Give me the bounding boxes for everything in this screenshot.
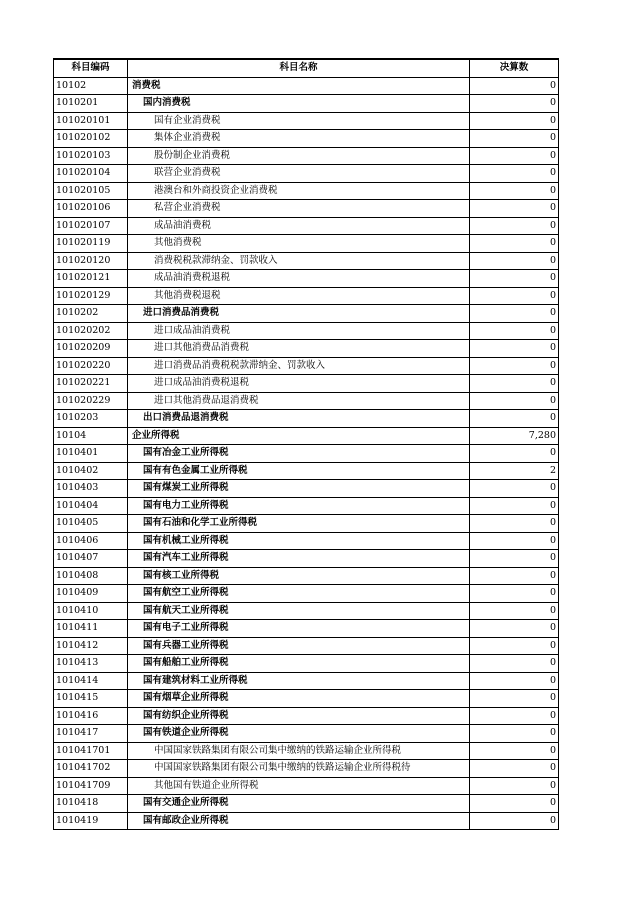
- cell-name: 进口其他消费品退消费税: [128, 392, 470, 410]
- cell-amount: 0: [470, 392, 559, 410]
- cell-code: 1010413: [54, 655, 128, 673]
- table-row: [54, 340, 559, 358]
- cell-amount: 7,280: [470, 427, 559, 445]
- budget-table: [53, 58, 559, 830]
- cell-amount: 0: [470, 130, 559, 148]
- cell-name: 中国国家铁路集团有限公司集中缴纳的铁路运输企业所得税待: [128, 760, 470, 778]
- table-row: [54, 462, 559, 480]
- cell-amount: 0: [470, 445, 559, 463]
- table-row: [54, 707, 559, 725]
- cell-name: 进口成品油消费税退税: [128, 375, 470, 393]
- cell-name: 集体企业消费税: [128, 130, 470, 148]
- cell-amount: 0: [470, 252, 559, 270]
- table-header: [54, 59, 559, 77]
- table-row: [54, 497, 559, 515]
- cell-code: 1010402: [54, 462, 128, 480]
- cell-name: 国有建筑材料工业所得税: [128, 672, 470, 690]
- table-row: [54, 130, 559, 148]
- table-row: [54, 200, 559, 218]
- table-row: [54, 760, 559, 778]
- cell-code: 1010202: [54, 305, 128, 323]
- cell-amount: 0: [470, 77, 559, 95]
- cell-amount: 0: [470, 532, 559, 550]
- cell-amount: 0: [470, 112, 559, 130]
- table-row: [54, 637, 559, 655]
- cell-name: 国有冶金工业所得税: [128, 445, 470, 463]
- cell-name: 出口消费品退消费税: [128, 410, 470, 428]
- cell-code: 101020103: [54, 147, 128, 165]
- cell-name: 国内消费税: [128, 95, 470, 113]
- cell-code: 101020220: [54, 357, 128, 375]
- table-row: [54, 620, 559, 638]
- cell-name: 其他国有铁道企业所得税: [128, 777, 470, 795]
- cell-code: 101020101: [54, 112, 128, 130]
- cell-code: 101041709: [54, 777, 128, 795]
- table-row: [54, 655, 559, 673]
- cell-name: 国有电子工业所得税: [128, 620, 470, 638]
- cell-amount: 0: [470, 480, 559, 498]
- cell-name: 中国国家铁路集团有限公司集中缴纳的铁路运输企业所得税: [128, 742, 470, 760]
- cell-name: 进口消费品消费税税款滞纳金、罚款收入: [128, 357, 470, 375]
- cell-name: 国有邮政企业所得税: [128, 812, 470, 830]
- cell-amount: 0: [470, 322, 559, 340]
- cell-name: 其他消费税退税: [128, 287, 470, 305]
- cell-code: 1010201: [54, 95, 128, 113]
- cell-code: 101041701: [54, 742, 128, 760]
- cell-amount: 0: [470, 760, 559, 778]
- cell-code: 1010411: [54, 620, 128, 638]
- cell-name: 进口其他消费品消费税: [128, 340, 470, 358]
- cell-code: 101020107: [54, 217, 128, 235]
- table-row: [54, 742, 559, 760]
- table-row: [54, 532, 559, 550]
- cell-code: 1010407: [54, 550, 128, 568]
- table-row: [54, 515, 559, 533]
- table-row: [54, 165, 559, 183]
- cell-code: 1010412: [54, 637, 128, 655]
- cell-amount: 0: [470, 287, 559, 305]
- budget-table-sheet: [53, 58, 558, 830]
- cell-name: 国有纺织企业所得税: [128, 707, 470, 725]
- table-row: [54, 77, 559, 95]
- cell-name: 其他消费税: [128, 235, 470, 253]
- cell-name: 国有铁道企业所得税: [128, 725, 470, 743]
- cell-amount: 0: [470, 235, 559, 253]
- cell-name: 国有有色金属工业所得税: [128, 462, 470, 480]
- cell-name: 国有煤炭工业所得税: [128, 480, 470, 498]
- cell-amount: 0: [470, 375, 559, 393]
- table-row: [54, 777, 559, 795]
- cell-amount: 0: [470, 795, 559, 813]
- cell-code: 101020221: [54, 375, 128, 393]
- table-row: [54, 410, 559, 428]
- cell-name: 国有兵器工业所得税: [128, 637, 470, 655]
- cell-name: 私营企业消费税: [128, 200, 470, 218]
- table-row: [54, 147, 559, 165]
- table-row: [54, 585, 559, 603]
- cell-code: 101041702: [54, 760, 128, 778]
- table-row: [54, 690, 559, 708]
- cell-amount: 0: [470, 777, 559, 795]
- table-row: [54, 550, 559, 568]
- cell-amount: 0: [470, 515, 559, 533]
- cell-amount: 0: [470, 725, 559, 743]
- cell-name: 进口消费品消费税: [128, 305, 470, 323]
- table-row: [54, 95, 559, 113]
- table-row: [54, 182, 559, 200]
- cell-name: 国有汽车工业所得税: [128, 550, 470, 568]
- cell-code: 1010416: [54, 707, 128, 725]
- table-row: [54, 795, 559, 813]
- table-row: [54, 112, 559, 130]
- table-row: [54, 602, 559, 620]
- cell-code: 1010418: [54, 795, 128, 813]
- cell-code: 1010415: [54, 690, 128, 708]
- table-row: [54, 392, 559, 410]
- cell-amount: 0: [470, 217, 559, 235]
- cell-code: 101020106: [54, 200, 128, 218]
- cell-code: 101020209: [54, 340, 128, 358]
- cell-code: 101020105: [54, 182, 128, 200]
- cell-code: 101020229: [54, 392, 128, 410]
- table-row: [54, 217, 559, 235]
- cell-code: 1010414: [54, 672, 128, 690]
- cell-name: 港澳台和外商投资企业消费税: [128, 182, 470, 200]
- table-row: [54, 567, 559, 585]
- cell-amount: 0: [470, 567, 559, 585]
- cell-name: 消费税税款滞纳金、罚款收入: [128, 252, 470, 270]
- cell-code: 1010419: [54, 812, 128, 830]
- cell-amount: 0: [470, 550, 559, 568]
- cell-name: 国有石油和化学工业所得税: [128, 515, 470, 533]
- cell-name: 消费税: [128, 77, 470, 95]
- cell-amount: 2: [470, 462, 559, 480]
- table-row: [54, 725, 559, 743]
- cell-name: 进口成品油消费税: [128, 322, 470, 340]
- cell-amount: 0: [470, 182, 559, 200]
- table-row: [54, 672, 559, 690]
- cell-amount: 0: [470, 200, 559, 218]
- cell-code: 1010404: [54, 497, 128, 515]
- cell-amount: 0: [470, 305, 559, 323]
- header-name: 科目名称: [128, 59, 470, 77]
- cell-name: 国有航空工业所得税: [128, 585, 470, 603]
- cell-name: 国有烟草企业所得税: [128, 690, 470, 708]
- cell-code: 101020121: [54, 270, 128, 288]
- header-amount: 决算数: [470, 59, 559, 77]
- cell-code: 1010405: [54, 515, 128, 533]
- cell-name: 国有机械工业所得税: [128, 532, 470, 550]
- cell-code: 101020102: [54, 130, 128, 148]
- cell-code: 1010203: [54, 410, 128, 428]
- table-row: [54, 252, 559, 270]
- cell-amount: 0: [470, 742, 559, 760]
- table-row: [54, 375, 559, 393]
- table-body: [54, 77, 559, 830]
- cell-name: 国有航天工业所得税: [128, 602, 470, 620]
- cell-code: 1010417: [54, 725, 128, 743]
- cell-name: 联营企业消费税: [128, 165, 470, 183]
- cell-amount: 0: [470, 340, 559, 358]
- cell-code: 1010406: [54, 532, 128, 550]
- cell-code: 101020120: [54, 252, 128, 270]
- cell-amount: 0: [470, 410, 559, 428]
- table-row: [54, 357, 559, 375]
- table-row: [54, 305, 559, 323]
- cell-code: 101020119: [54, 235, 128, 253]
- table-row: [54, 287, 559, 305]
- table-row: [54, 235, 559, 253]
- cell-amount: 0: [470, 672, 559, 690]
- table-row: [54, 812, 559, 830]
- cell-code: 1010409: [54, 585, 128, 603]
- cell-name: 企业所得税: [128, 427, 470, 445]
- cell-name: 国有交通企业所得税: [128, 795, 470, 813]
- cell-amount: 0: [470, 637, 559, 655]
- cell-amount: 0: [470, 690, 559, 708]
- cell-code: 101020202: [54, 322, 128, 340]
- cell-name: 国有船舶工业所得税: [128, 655, 470, 673]
- table-row: [54, 445, 559, 463]
- cell-amount: 0: [470, 165, 559, 183]
- cell-amount: 0: [470, 95, 559, 113]
- cell-code: 1010403: [54, 480, 128, 498]
- cell-amount: 0: [470, 620, 559, 638]
- cell-amount: 0: [470, 147, 559, 165]
- header-code: 科目编码: [54, 59, 128, 77]
- cell-code: 10104: [54, 427, 128, 445]
- cell-amount: 0: [470, 585, 559, 603]
- cell-name: 成品油消费税退税: [128, 270, 470, 288]
- cell-amount: 0: [470, 602, 559, 620]
- cell-amount: 0: [470, 707, 559, 725]
- cell-code: 101020104: [54, 165, 128, 183]
- table-row: [54, 270, 559, 288]
- cell-name: 国有电力工业所得税: [128, 497, 470, 515]
- cell-code: 1010401: [54, 445, 128, 463]
- table-row: [54, 322, 559, 340]
- cell-amount: 0: [470, 655, 559, 673]
- table-row: [54, 480, 559, 498]
- cell-code: 1010408: [54, 567, 128, 585]
- table-row: [54, 427, 559, 445]
- cell-name: 国有核工业所得税: [128, 567, 470, 585]
- cell-amount: 0: [470, 270, 559, 288]
- header-row: [54, 59, 559, 77]
- cell-name: 国有企业消费税: [128, 112, 470, 130]
- cell-code: 1010410: [54, 602, 128, 620]
- cell-amount: 0: [470, 357, 559, 375]
- cell-name: 成品油消费税: [128, 217, 470, 235]
- cell-name: 股份制企业消费税: [128, 147, 470, 165]
- cell-code: 101020129: [54, 287, 128, 305]
- cell-amount: 0: [470, 497, 559, 515]
- cell-amount: 0: [470, 812, 559, 830]
- cell-code: 10102: [54, 77, 128, 95]
